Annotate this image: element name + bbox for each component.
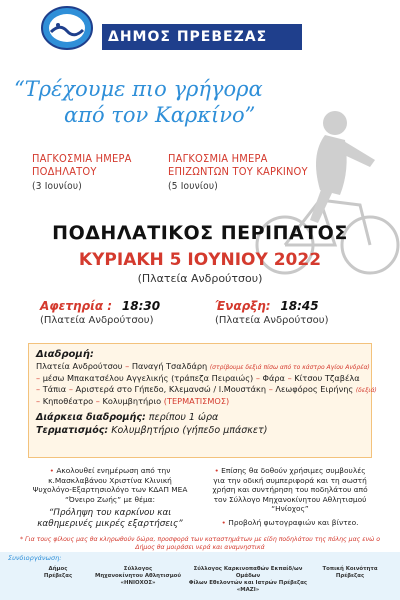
advice-text: Επίσης θα δοθούν χρήσιμες συμβουλές για την οδική συμπεριφορά και τη σωστή χρήση και συντήρηση του ποδηλάτου από τον Σύλλογο Μηχανοκίνητου Αθλητισμού “Ηνίοχος” bbox=[212, 466, 368, 513]
talk-topic: “Πρόληψη του καρκίνου και καθημερινές μικρές εξαρτήσεις” bbox=[37, 508, 183, 529]
start-time: 18:30 bbox=[121, 299, 161, 313]
begin-place: (Πλατεία Ανδρούτσου) bbox=[215, 315, 329, 326]
finish-value: Κολυμβητήριο (γήπεδο μπάσκετ) bbox=[111, 425, 268, 436]
org1-l2: Πρέβεζας bbox=[43, 573, 73, 579]
org-hniohos bbox=[88, 566, 188, 587]
route-l2a: μέσω Μπακατσέλου Αγγελικής (τράπεζα Πειραιώς) bbox=[42, 373, 254, 383]
org-municipality bbox=[28, 566, 88, 580]
day1-date: (3 Ιουνίου) bbox=[32, 181, 82, 192]
org-mazi bbox=[188, 566, 308, 594]
duration-value: περίπου 1 ώρα bbox=[148, 412, 219, 423]
route-l1b: Παναγή Τσαλδάρη bbox=[131, 361, 208, 371]
route-l4b: Κολυμβητήριο bbox=[102, 396, 162, 406]
begin-label: Έναρξη: bbox=[215, 299, 271, 313]
route-l3b: Αριστερά στο Γήπεδο, Κλεμανσώ / Ι.Μουστάκη bbox=[75, 384, 267, 394]
duration-label: Διάρκεια διαδρομής: bbox=[36, 412, 146, 423]
event-date: ΚΥΡΙΑΚΗ 5 ΙΟΥΝΙΟΥ 2022 bbox=[78, 250, 322, 270]
day1-line1: ΠΑΓΚΟΣΜΙΑ ΗΜΕΡΑ bbox=[32, 152, 132, 165]
org2-l1: Σύλλογος bbox=[123, 566, 153, 572]
cancer-survivors-day bbox=[168, 152, 308, 193]
prize-note: * Για τους φίλους μας θα κληρωθούν δώρα, προσφορά των καταστημάτων με είδη ποδηλάτου της πόλης μας ενώ ο Δήμος θα μοιράσει νερά και αναμνηστικά bbox=[19, 536, 381, 551]
begin-time: 18:45 bbox=[280, 299, 319, 313]
route-line-1: Πλατεία Ανδρούτσου – Παναγή Τσαλδάρη (στρίβουμε δεξιά πίσω από το κάστρο Αγίου Ανδρέα) bbox=[36, 361, 370, 371]
org3-l1: Σύλλογος Καρκινοπαθών Εκπαίδ/ων Ομάδων bbox=[193, 566, 303, 579]
route-l3a: Τάπια bbox=[42, 384, 67, 394]
route-l1a: Πλατεία Ανδρούτσου bbox=[36, 361, 123, 371]
route-box bbox=[28, 343, 377, 458]
event-place: (Πλατεία Ανδρούτσου) bbox=[137, 272, 263, 285]
route-l1c: (στρίβουμε δεξιά πίσω από το κάστρο Αγίου Ανδρέα) bbox=[209, 364, 370, 371]
begin-info bbox=[215, 299, 328, 326]
start-label: Αφετηρία : bbox=[40, 299, 113, 313]
org2-l3: «ΗΝΙΟΧΟΣ» bbox=[120, 580, 156, 586]
day1-line2: ΠΟΔΗΛΑΤΟΥ bbox=[32, 165, 97, 178]
screening-text: Προβολή φωτογραφιών και βίντεο. bbox=[228, 517, 359, 527]
route-line-4: – Κηποθέατρο – Κολυμβητήριο (ΤΕΡΜΑΤΙΣΜΟΣ) bbox=[36, 396, 230, 406]
route-line-3: – Τάπια – Αριστερά στο Γήπεδο, Κλεμανσώ / Ι.Μουστάκη – Λεωφόρος Ειρήνης (δεξιά) bbox=[36, 384, 377, 394]
screening-info: • Προβολή φωτογραφιών και βίντεο. bbox=[221, 517, 359, 527]
finish-label: Τερματισμός: bbox=[36, 425, 109, 436]
start-info bbox=[40, 299, 160, 326]
slogan-line-2: από τον Καρκίνο” bbox=[64, 103, 256, 127]
footer bbox=[0, 552, 400, 600]
route-l4c: (ΤΕΡΜΑΤΙΣΜΟΣ) bbox=[163, 396, 230, 406]
org1-l1: Δήμος bbox=[48, 566, 68, 572]
talk-text: Ακολουθεί ενημέρωση από την κ.Μασκλαβάνου Χριστίνα Κλινική Ψυχολόγο-Εξαρτησιολόγο των ΚΔΑΠ ΜΕΑ “Όνειρο Ζωής” με θέμα: bbox=[32, 466, 188, 504]
route-l2b: Φάρα bbox=[262, 373, 285, 383]
route-duration bbox=[36, 412, 364, 423]
org3-l2: Φίλων Εθελοντών και Ιατρών Πρέβεζας bbox=[188, 580, 308, 586]
org3-l3: «ΜΑΖΙ» bbox=[236, 587, 260, 593]
advice-info: • Επίσης θα δοθούν χρήσιμες συμβουλές για την οδική συμπεριφορά και τη σωστή χρήση και συντήρηση του ποδηλάτου από τον Σύλλογο Μηχανοκίνητου Αθλητισμού “Ηνίοχος” • Προβολή φωτογραφιών και βίντεο. bbox=[210, 466, 370, 527]
start-place: (Πλατεία Ανδρούτσου) bbox=[40, 315, 154, 326]
day2-line1: ΠΑΓΚΟΣΜΙΑ ΗΜΕΡΑ bbox=[168, 152, 268, 165]
route-l3c: Λεωφόρος Ειρήνης bbox=[275, 384, 354, 394]
org-local-community bbox=[310, 566, 390, 580]
route-l3d: (δεξιά) bbox=[355, 387, 377, 394]
talk-info: • Ακολουθεί ενημέρωση από την κ.Μασκλαβάνου Χριστίνα Κλινική Ψυχολόγο-Εξαρτησιολόγο των ΚΔΑΠ ΜΕΑ “Όνειρο Ζωής” με θέμα: “Πρόληψη του καρκίνου και καθημερινές μικρές εξαρτήσεις” bbox=[30, 466, 190, 530]
header bbox=[0, 0, 400, 56]
slogan-line-1: “Τρέχουμε πιο γρήγορα bbox=[14, 77, 263, 101]
route-finish bbox=[36, 425, 364, 436]
day2-line2: ΕΠΙΖΩΝΤΩΝ ΤΟΥ ΚΑΡΚΙΝΟΥ bbox=[168, 165, 308, 178]
footer-title: Συνδιοργάνωση: bbox=[8, 554, 62, 562]
org2-l2: Μηχανοκίνητου Αθλητισμού bbox=[94, 573, 182, 579]
event-title: ΠΟΔΗΛΑΤΙΚΟΣ ΠΕΡΙΠΑΤΟΣ bbox=[52, 222, 348, 244]
route-title: Διαδρομή: bbox=[36, 349, 94, 360]
world-bicycle-day bbox=[32, 152, 132, 193]
route-l2c: Κίτσου Τζαβέλα bbox=[294, 373, 360, 383]
org4-l1: Τοπική Κοινότητα bbox=[322, 566, 378, 572]
route-l4a: Κηποθέατρο bbox=[42, 396, 94, 406]
club-logo-icon bbox=[40, 5, 94, 51]
org4-l2: Πρέβεζας bbox=[335, 573, 365, 579]
day2-date: (5 Ιουνίου) bbox=[168, 181, 218, 192]
route-line-2: – μέσω Μπακατσέλου Αγγελικής (τράπεζα Πειραιώς) – Φάρα – Κίτσου Τζαβέλα bbox=[36, 373, 360, 383]
municipality-title: ΔΗΜΟΣ ΠΡΕΒΕΖΑΣ bbox=[102, 24, 302, 50]
